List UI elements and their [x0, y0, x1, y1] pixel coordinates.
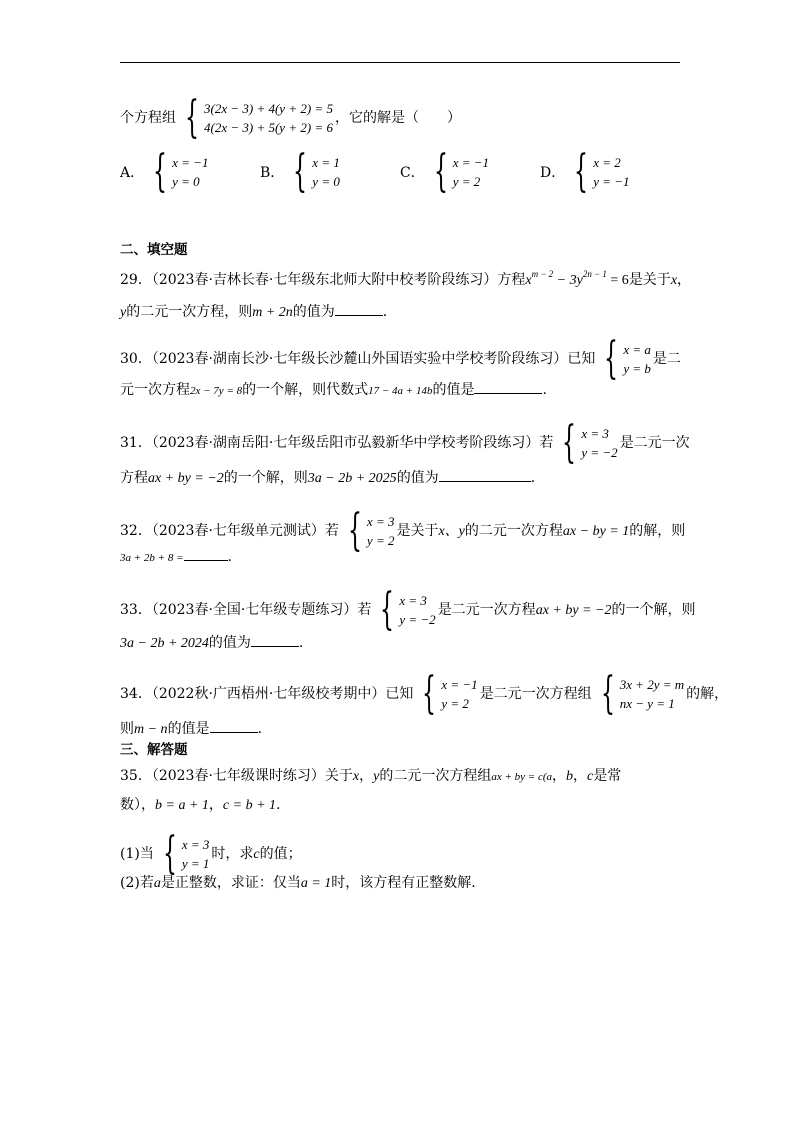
q35-line1: 35．（2023春·七年级课时练习）关于x，y的二元一次方程组ax + by = c(a，b，c是常	[120, 768, 622, 784]
q35-line2: 数），b = a + 1，c = b + 1.	[120, 797, 281, 813]
q34-line1: 34．（2022秋·广西梧州·七年级校考期中）已知 { x = −1 y = 2 是二元一次方程组 { 3x + 2y = m nx − y = 1 的解，	[120, 668, 729, 719]
q35-part2: (2)若a是正整数，求证：仅当a = 1时，该方程有正整数解.	[120, 875, 476, 891]
q29-line2: y的二元一次方程，则m + 2n的值为 .	[120, 301, 387, 323]
q32-answer-blank[interactable]	[184, 546, 228, 561]
q30-line1: 30．（2023春·湖南长沙·七年级长沙麓山外国语实验中学校考阶段练习）已知 { x = a y = b 是二	[120, 333, 681, 384]
q28-stem: 个方程组 { 3(2x − 3) + 4(y + 2) = 5 4(2x − 3) + 5(y + 2) = 6 ，它的解是（ ）	[120, 92, 461, 143]
q31-line2: 方程ax + by = −2的一个解，则3a − 2b + 2025的值为 .	[120, 467, 535, 489]
section-fill-in-heading: 二、填空题	[120, 242, 188, 258]
q32-line1: 32．（2023春·七年级单元测试）若 { x = 3 y = 2 是关于x、y的二元一次方程ax − by = 1的解，则	[120, 505, 686, 556]
section-answer-heading: 三、解答题	[120, 742, 188, 758]
q28-option-a[interactable]: A． { x = −1 y = 0	[120, 146, 209, 197]
q29-answer-blank[interactable]	[335, 301, 383, 316]
q31-answer-blank[interactable]	[439, 467, 531, 482]
q28-option-d[interactable]: D． { x = 2 y = −1	[540, 146, 630, 197]
q30-answer-blank[interactable]	[474, 379, 542, 394]
q33-line2: 3a − 2b + 2024的值为 .	[120, 632, 303, 654]
q32-line2: 3a + 2b + 8 = .	[120, 546, 232, 568]
q34-line2: 则m − n的值是 .	[120, 718, 262, 740]
q28-option-b[interactable]: B． { x = 1 y = 0	[260, 146, 340, 197]
q28-system: { 3(2x − 3) + 4(y + 2) = 5 4(2x − 3) + 5(y + 2) = 6	[185, 92, 333, 143]
q34-answer-blank[interactable]	[210, 718, 258, 733]
q29-line1: 29．（2023春·吉林长春·七年级东北师大附中校考阶段练习）方程$x^{m - 2} - 3y^{2n - 1} = 6$是关于x，	[120, 269, 692, 288]
q33-line1: 33．（2023春·全国·七年级专题练习）若 { x = 3 y = −2 是二元一次方程ax + by = −2的一个解，则	[120, 584, 696, 635]
header-rule	[120, 62, 680, 63]
q35-part1: (1)当 { x = 3 y = 1 时，求c的值；	[120, 828, 302, 879]
q28-option-c[interactable]: C． { x = −1 y = 2	[400, 146, 490, 197]
q30-line2: 元一次方程2x − 7y = 8的一个解，则代数式17 − 4a + 14b的值是 .	[120, 379, 547, 401]
q33-answer-blank[interactable]	[251, 632, 299, 647]
q31-line1: 31．（2023春·湖南岳阳·七年级岳阳市弘毅新华中学校考阶段练习）若 { x = 3 y = −2 是二元一次	[120, 417, 690, 468]
